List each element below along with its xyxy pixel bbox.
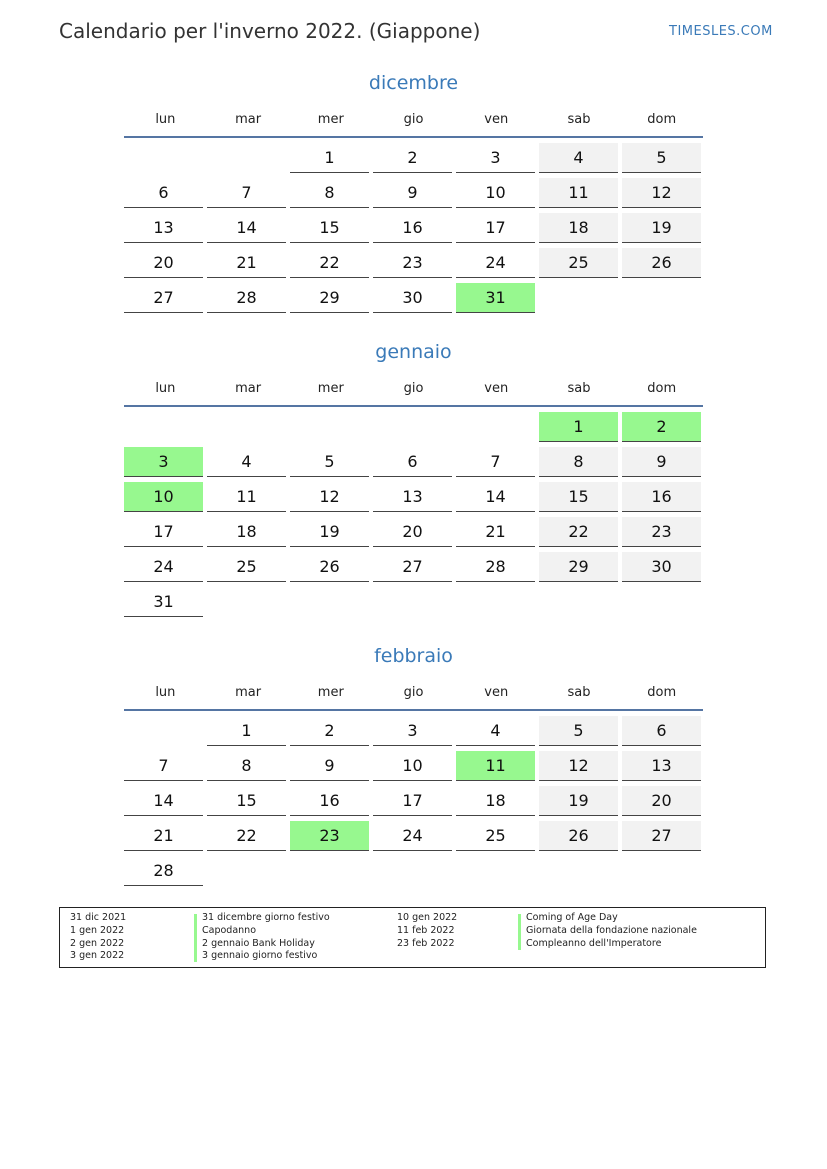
day-cell: 26 <box>539 821 618 851</box>
holiday-day-cell: 11 <box>456 751 535 781</box>
day-cell: 17 <box>456 213 535 243</box>
legend-dates-left <box>70 912 126 963</box>
day-cell: 28 <box>124 856 203 886</box>
day-cell: 12 <box>290 482 369 512</box>
day-cell: 17 <box>373 786 452 816</box>
holiday-day-cell: 1 <box>539 412 618 442</box>
day-cell: 9 <box>373 178 452 208</box>
day-cell: 21 <box>124 821 203 851</box>
day-cell: 24 <box>373 821 452 851</box>
day-cell: 6 <box>373 447 452 477</box>
day-cell: 20 <box>124 248 203 278</box>
day-cell: 6 <box>622 716 701 746</box>
day-cell: 22 <box>207 821 286 851</box>
day-cell: 19 <box>622 213 701 243</box>
weekday-label: mer <box>317 380 344 396</box>
legend-name: Compleanno dell'Imperatore <box>526 937 662 949</box>
day-cell: 27 <box>373 552 452 582</box>
legend-name: Coming of Age Day <box>526 912 618 923</box>
weekday-label: gio <box>403 684 424 700</box>
legend-name: 3 gennaio giorno festivo <box>202 950 318 962</box>
day-cell: 7 <box>124 751 203 781</box>
legend-date: 1 gen 2022 <box>70 924 125 936</box>
weekday-label: ven <box>484 684 509 700</box>
holiday-day-cell: 31 <box>456 283 535 313</box>
page-title: Calendario per l'inverno 2022. (Giappone) <box>59 19 481 43</box>
day-cell: 25 <box>539 248 618 278</box>
weekday-header <box>124 675 703 709</box>
empty-cell <box>124 716 203 745</box>
brand-link[interactable]: TIMESLES.COM <box>669 24 773 39</box>
day-cell: 28 <box>456 552 535 582</box>
month-february <box>124 641 703 886</box>
legend-name: 31 dicembre giorno festivo <box>202 912 330 923</box>
day-cell: 27 <box>622 821 701 851</box>
day-cell: 10 <box>373 751 452 781</box>
day-cell: 8 <box>290 178 369 208</box>
day-cell: 19 <box>539 786 618 816</box>
empty-cell <box>290 412 369 441</box>
day-grid <box>124 143 703 313</box>
day-grid <box>124 412 703 617</box>
day-cell: 2 <box>373 143 452 173</box>
empty-cell <box>456 412 535 441</box>
day-cell: 17 <box>124 517 203 547</box>
day-cell: 26 <box>622 248 701 278</box>
holiday-day-cell: 23 <box>290 821 369 851</box>
day-cell: 8 <box>539 447 618 477</box>
day-cell: 12 <box>539 751 618 781</box>
day-cell: 16 <box>373 213 452 243</box>
day-cell: 4 <box>207 447 286 477</box>
day-cell: 1 <box>207 716 286 746</box>
day-cell: 9 <box>290 751 369 781</box>
legend-name: Giornata della fondazione nazionale <box>526 924 697 936</box>
day-cell: 25 <box>207 552 286 582</box>
weekday-label: mar <box>235 380 262 396</box>
legend-name: 2 gennaio Bank Holiday <box>202 937 315 949</box>
day-cell: 12 <box>622 178 701 208</box>
day-cell: 16 <box>622 482 701 512</box>
day-cell: 24 <box>456 248 535 278</box>
day-cell: 15 <box>539 482 618 512</box>
holiday-day-cell: 2 <box>622 412 701 442</box>
day-cell: 28 <box>207 283 286 313</box>
month-name: febbraio <box>374 645 453 667</box>
day-cell: 18 <box>539 213 618 243</box>
day-cell: 13 <box>124 213 203 243</box>
day-cell: 13 <box>373 482 452 512</box>
day-cell: 30 <box>373 283 452 313</box>
weekday-label: mar <box>235 111 262 127</box>
legend-date: 11 feb 2022 <box>397 924 455 936</box>
day-cell: 21 <box>207 248 286 278</box>
weekday-label: dom <box>647 380 677 396</box>
legend-date: 2 gen 2022 <box>70 937 125 949</box>
day-cell: 22 <box>539 517 618 547</box>
day-cell: 13 <box>622 751 701 781</box>
weekday-header <box>124 102 703 136</box>
day-cell: 14 <box>456 482 535 512</box>
empty-cell <box>207 143 286 172</box>
weekday-header <box>124 371 703 405</box>
legend-marker <box>194 914 197 962</box>
day-cell: 29 <box>290 283 369 313</box>
day-cell: 23 <box>373 248 452 278</box>
weekday-label: sab <box>567 684 591 700</box>
empty-cell <box>124 412 203 441</box>
weekday-label: lun <box>155 111 176 127</box>
empty-cell <box>207 412 286 441</box>
holiday-day-cell: 10 <box>124 482 203 512</box>
day-cell: 25 <box>456 821 535 851</box>
day-cell: 29 <box>539 552 618 582</box>
legend-marker <box>518 914 521 950</box>
legend-names-left <box>202 912 330 963</box>
day-cell: 27 <box>124 283 203 313</box>
weekday-label: lun <box>155 380 176 396</box>
day-cell: 19 <box>290 517 369 547</box>
day-cell: 2 <box>290 716 369 746</box>
day-cell: 15 <box>207 786 286 816</box>
day-cell: 14 <box>124 786 203 816</box>
legend-name: Capodanno <box>202 924 257 936</box>
weekday-label: mer <box>317 111 344 127</box>
day-cell: 5 <box>539 716 618 746</box>
header-rule <box>124 405 703 407</box>
day-cell: 9 <box>622 447 701 477</box>
empty-cell <box>373 412 452 441</box>
weekday-label: sab <box>567 380 591 396</box>
day-cell: 5 <box>290 447 369 477</box>
day-cell: 22 <box>290 248 369 278</box>
day-cell: 7 <box>207 178 286 208</box>
empty-cell <box>124 143 203 172</box>
legend-date: 31 dic 2021 <box>70 912 127 923</box>
day-cell: 15 <box>290 213 369 243</box>
month-january <box>124 337 703 617</box>
day-cell: 16 <box>290 786 369 816</box>
day-cell: 4 <box>456 716 535 746</box>
holiday-day-cell: 3 <box>124 447 203 477</box>
header-rule <box>124 136 703 138</box>
weekday-label: sab <box>567 111 591 127</box>
day-cell: 10 <box>456 178 535 208</box>
day-cell: 4 <box>539 143 618 173</box>
day-cell: 23 <box>622 517 701 547</box>
month-december <box>124 68 703 313</box>
weekday-label: ven <box>484 380 509 396</box>
weekday-label: ven <box>484 111 509 127</box>
day-cell: 11 <box>207 482 286 512</box>
weekday-label: gio <box>403 380 424 396</box>
legend-dates-right <box>397 912 457 950</box>
month-name: gennaio <box>375 341 452 363</box>
day-cell: 5 <box>622 143 701 173</box>
weekday-label: dom <box>647 111 677 127</box>
legend-date: 3 gen 2022 <box>70 950 125 962</box>
day-cell: 3 <box>456 143 535 173</box>
day-cell: 20 <box>622 786 701 816</box>
day-cell: 18 <box>456 786 535 816</box>
weekday-label: mer <box>317 684 344 700</box>
day-cell: 7 <box>456 447 535 477</box>
day-cell: 1 <box>290 143 369 173</box>
day-cell: 24 <box>124 552 203 582</box>
weekday-label: mar <box>235 684 262 700</box>
legend-date: 10 gen 2022 <box>397 912 458 923</box>
day-cell: 6 <box>124 178 203 208</box>
day-cell: 26 <box>290 552 369 582</box>
day-cell: 20 <box>373 517 452 547</box>
holiday-legend <box>59 907 766 968</box>
day-cell: 31 <box>124 587 203 617</box>
day-cell: 8 <box>207 751 286 781</box>
day-cell: 11 <box>539 178 618 208</box>
day-grid <box>124 716 703 886</box>
weekday-label: dom <box>647 684 677 700</box>
legend-date: 23 feb 2022 <box>397 937 455 949</box>
day-cell: 14 <box>207 213 286 243</box>
weekday-label: lun <box>155 684 176 700</box>
day-cell: 3 <box>373 716 452 746</box>
day-cell: 21 <box>456 517 535 547</box>
day-cell: 30 <box>622 552 701 582</box>
weekday-label: gio <box>403 111 424 127</box>
month-name: dicembre <box>368 72 459 94</box>
header-rule <box>124 709 703 711</box>
day-cell: 18 <box>207 517 286 547</box>
legend-names-right <box>526 912 697 950</box>
